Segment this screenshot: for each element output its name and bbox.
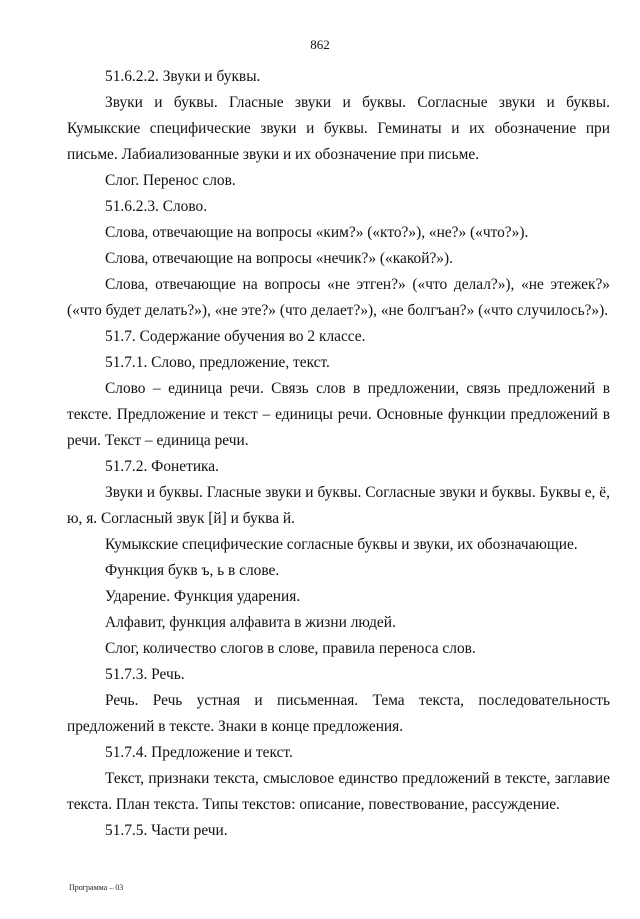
page-body: [67, 64, 610, 844]
paragraph: Кумыкские специфические согласные буквы и звуки, их обозначающие.: [105, 536, 578, 553]
section-heading-51-7-2: 51.7.2. Фонетика.: [105, 458, 219, 475]
paragraph: Слова, отвечающие на вопросы «ким?» («кто?»), «не?» («что?»).: [105, 224, 529, 241]
paragraph: Функция букв ъ, ь в слове.: [105, 562, 280, 579]
paragraph: Звуки и буквы. Гласные звуки и буквы. Согласные звуки и буквы. Буквы е, ё, ю, я. Согласный звук [й] и буква й.: [67, 484, 610, 527]
section-heading-51-7-5: 51.7.5. Части речи.: [105, 822, 228, 839]
page-number: 862: [310, 37, 330, 52]
paragraph: Ударение. Функция ударения.: [105, 588, 301, 605]
paragraph: Слова, отвечающие на вопросы «не этген?» («что делал?»), «не этежек?» («что будет делать?»), «не эте?» (что делает?»), «не болгъан?» («что случилось?»).: [67, 276, 610, 319]
paragraph: Слог. Перенос слов.: [105, 172, 236, 189]
paragraph: Речь. Речь устная и письменная. Тема текста, последовательность предложений в тексте. Знаки в конце предложения.: [67, 692, 610, 735]
section-heading-51-7-3: 51.7.3. Речь.: [105, 666, 185, 683]
section-heading-51-7: 51.7. Содержание обучения во 2 классе.: [105, 328, 366, 345]
section-heading-51-7-1: 51.7.1. Слово, предложение, текст.: [105, 354, 330, 371]
paragraph: Звуки и буквы. Гласные звуки и буквы. Согласные звуки и буквы. Кумыкские специфические звуки и буквы. Геминаты и их обозначение при письме. Лабиализованные звуки и их обозначение при письме.: [67, 94, 610, 163]
paragraph: Алфавит, функция алфавита в жизни людей.: [105, 614, 396, 631]
paragraph: Текст, признаки текста, смысловое единство предложений в тексте, заглавие текста. План текста. Типы текстов: описание, повествование, рассуждение.: [67, 770, 610, 813]
footer-label: Программа – 03: [69, 883, 124, 892]
paragraph: Слово – единица речи. Связь слов в предложении, связь предложений в тексте. Предложение и текст – единицы речи. Основные функции предложений в речи. Текст – единица речи.: [67, 380, 610, 449]
section-heading-51-7-4: 51.7.4. Предложение и текст.: [105, 744, 293, 761]
paragraph: Слог, количество слогов в слове, правила переноса слов.: [105, 640, 476, 657]
section-heading-51-6-2-3: 51.6.2.3. Слово.: [105, 198, 208, 215]
section-heading-51-6-2-2: 51.6.2.2. Звуки и буквы.: [105, 68, 261, 85]
paragraph: Слова, отвечающие на вопросы «нечик?» («какой?»).: [105, 250, 453, 267]
